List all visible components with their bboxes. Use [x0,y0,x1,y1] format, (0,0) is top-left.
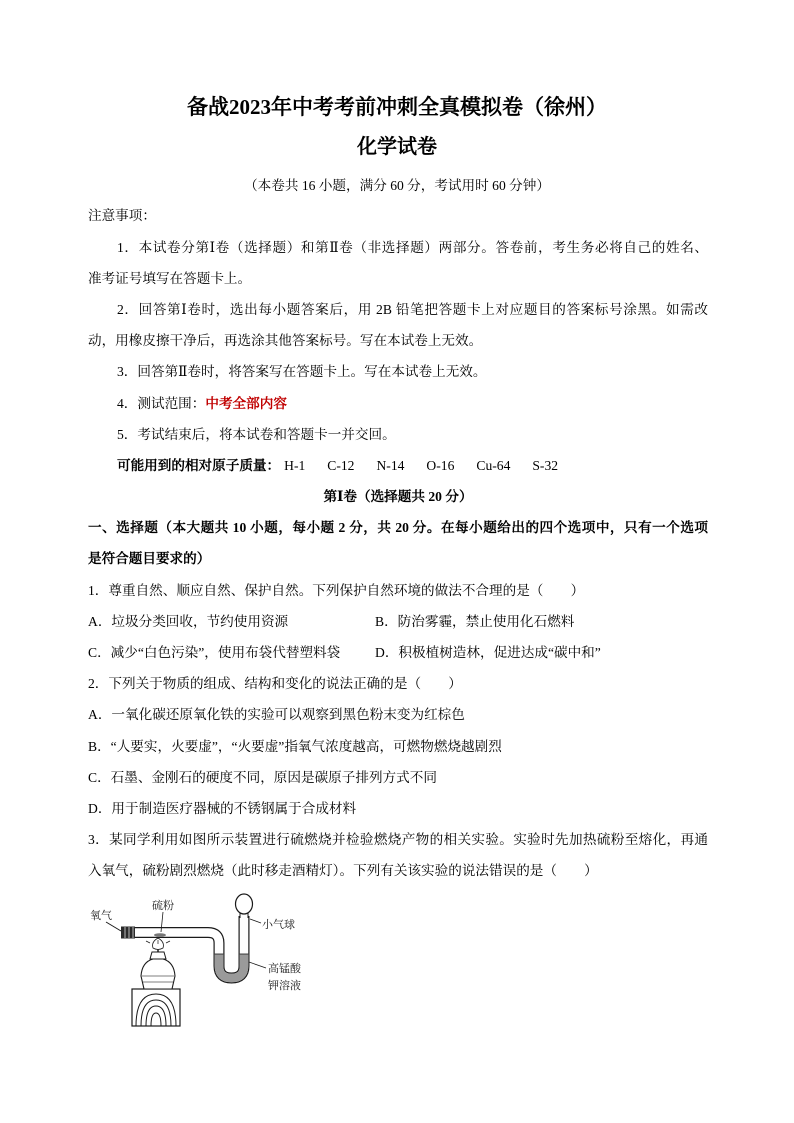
question-1-options-row-2 [88,637,708,668]
exam-body [88,200,708,886]
note-item-1-line-1: 1．本试卷分第Ⅰ卷（选择题）和第Ⅱ卷（非选择题）两部分。答卷前，考生务必将自己的姓名、 [117,239,708,255]
question-1-stem: 1．尊重自然、顺应自然、保护自然。下列保护自然环境的做法不合理的是（ ） [88,582,585,598]
solution-label-line-2: 钾溶液 [268,980,301,992]
wooden-block [132,989,180,1026]
flame-spark [146,941,150,943]
atomic-mass-c: C-12 [327,457,355,473]
lamp-neck [150,952,166,959]
balloon-label: 小气球 [262,919,295,931]
exam-subject: 化学试卷 [357,136,437,158]
note-item-1-line-2: 准考证号填写在答题卡上。 [88,270,252,286]
section-title-line-1: 一、选择题（本大题共 10 小题，每小题 2 分，共 20 分。在每小题给出的四个选项中，只有一个选项 [88,520,708,536]
note-item-2-line-2: 动，用橡皮擦干净后，再选涂其他答案标号。写在本试卷上无效。 [88,333,483,349]
alcohol-lamp [141,938,175,989]
exam-title: 备战2023年中考考前冲刺全真模拟卷（徐州） [187,95,607,119]
test-scope-label: 4．测试范围： [117,395,206,411]
atomic-mass-cu: Cu-64 [476,457,511,473]
atomic-mass-values [284,458,580,473]
experiment-apparatus-figure [84,892,314,1028]
question-2-stem: 2．下列关于物质的组成、结构和变化的说法正确的是（ ） [88,676,462,692]
oxygen-inlet-line [106,922,121,931]
note-item-5: 5．考试结束后，将本试卷和答题卡一并交回。 [117,426,396,442]
atomic-mass-n: N-14 [376,457,405,473]
solution-label-leader [249,962,266,968]
flame-spark [166,941,170,943]
small-balloon [236,894,253,914]
balloon-label-leader [250,919,261,923]
question-1-option-b: B．防治雾霾，禁止使用化石燃料 [375,613,575,629]
question-3-stem-line-1: 3．某同学利用如图所示装置进行硫燃烧并检验燃烧产物的相关实验。实验时先加热硫粉至熔化，再通 [88,832,708,848]
question-1-option-c: C．减少“白色污染”，使用布袋代替塑料袋 [88,645,341,661]
sulfur-powder-label: 硫粉 [152,900,174,912]
sulfur-powder [154,933,166,937]
question-3-stem-line-2: 入氧气，硫粉剧烈燃烧（此时移走酒精灯）。下列有关该实验的说法错误的是（ ） [88,863,598,879]
atomic-mass-o: O-16 [426,457,455,473]
question-1-option-d: D．积极植树造林，促进达成“碳中和” [375,645,601,661]
atomic-mass-line [88,450,708,481]
lamp-body [141,959,175,989]
note-item-4 [88,388,708,419]
note-item-3: 3．回答第Ⅱ卷时，将答案写在答题卡上。写在本试卷上无效。 [117,364,487,380]
atomic-mass-s: S-32 [532,457,559,473]
question-1-option-a: A．垃圾分类回收，节约使用资源 [88,613,289,629]
section-title-line-2: 是符合题目要求的） [88,551,211,567]
solution-label-line-1: 高锰酸 [268,963,301,975]
wooden-block-outline [132,989,180,1026]
question-2-option-b: B．“人要实，火要虚”，“火要虚”指氧气浓度越高，可燃物燃烧越剧烈 [88,738,502,754]
exam-info: （本卷共 16 小题，满分 60 分，考试用时 60 分钟） [244,178,550,193]
notes-heading: 注意事项： [88,208,156,224]
atomic-mass-label: 可能用到的相对原子质量： [117,457,281,473]
oxygen-label: 氧气 [90,910,112,922]
question-2-option-a: A．一氧化碳还原氧化铁的实验可以观察到黑色粉末变为红棕色 [88,707,465,723]
part-1-heading: 第Ⅰ卷（选择题共 20 分） [323,489,473,505]
question-2-option-d: D．用于制造医疗器械的不锈钢属于合成材料 [88,800,357,816]
test-scope-value: 中考全部内容 [205,395,287,411]
question-2-option-c: C．石墨、金刚石的硬度不同，原因是碳原子排列方式不同 [88,769,437,785]
question-1-options-row-1 [88,606,708,637]
note-item-2-line-1: 2．回答第Ⅰ卷时，选出每小题答案后，用 2B 铅笔把答题卡上对应题目的答案标号涂黑。如需改 [117,301,708,317]
atomic-mass-h: H-1 [284,457,306,473]
permanganate-solution [219,954,244,978]
